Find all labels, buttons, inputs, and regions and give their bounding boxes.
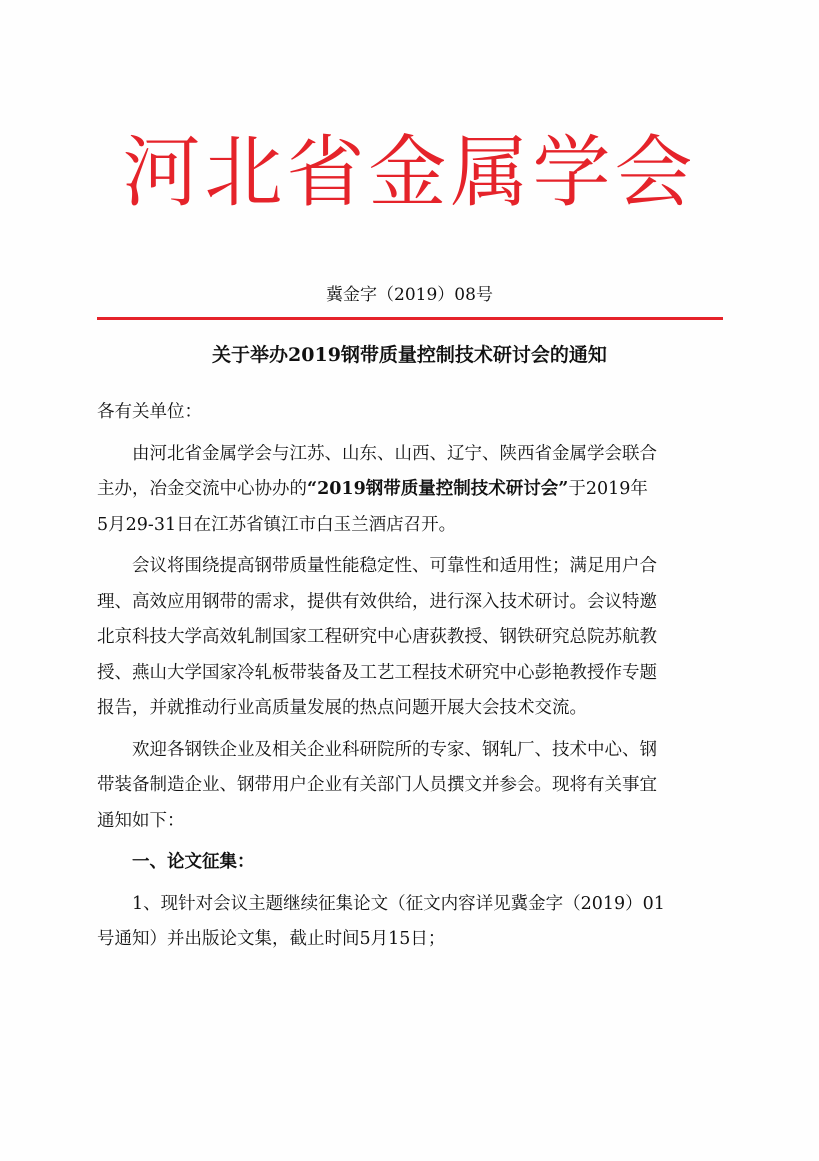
paragraph-3-line-1: 欢迎各钢铁企业及相关企业科研院所的专家、钢轧厂、技术中心、钢 (132, 739, 657, 760)
paragraph-2-line-2: 理、高效应用钢带的需求，提供有效供给，进行深入技术研讨。会议特邀 (97, 591, 657, 612)
paragraph-2 (97, 549, 725, 727)
notice-title: 关于举办2019钢带质量控制技术研讨会的通知 (212, 344, 607, 366)
paragraph-2-line-1: 会议将围绕提高钢带质量性能稳定性、可靠性和适用性；满足用户合 (132, 556, 657, 576)
conference-name: “2019钢带质量控制技术研讨会” (307, 479, 569, 499)
paragraph-1-line-2-pre: 主办，冶金交流中心协办的 (97, 479, 307, 499)
org-letterhead-title: 河北省金属学会 (122, 128, 697, 218)
section-1-item-1-line-2: 号通知）并出版论文集，截止时间5月15日； (97, 929, 446, 949)
paragraph-2-line-3: 北京科技大学高效轧制国家工程研究中心唐荻教授、钢铁研究总院苏航教 (97, 627, 657, 647)
notice-body (97, 395, 725, 964)
paragraph-2-line-5: 报告，并就推动行业高质量发展的热点问题开展大会技术交流。 (97, 698, 587, 718)
paragraph-1 (97, 437, 725, 544)
paragraph-1-line-2-post: 于2019年 (568, 479, 648, 499)
paragraph-1-line-1: 由河北省金属学会与江苏、山东、山西、辽宁、陕西省金属学会联合 (132, 443, 657, 464)
section-1-heading-text: 一、论文征集： (132, 852, 255, 872)
paragraph-1-line-2 (97, 472, 725, 508)
paragraph-2-line-4: 授、燕山大学国家冷轧板带装备及工艺工程技术研究中心彭艳教授作专题 (97, 662, 657, 683)
paragraph-3-line-2: 带装备制造企业、钢带用户企业有关部门人员撰文并参会。现将有关事宜 (97, 775, 657, 795)
document-number: 冀金字（2019）08号 (326, 285, 493, 305)
paragraph-3 (97, 733, 725, 840)
section-1-item-1-line-1: 1、现针对会议主题继续征集论文（征文内容详见冀金字（2019）01 (132, 893, 665, 914)
section-1-heading (97, 845, 725, 881)
section-1-item-1 (97, 887, 725, 958)
salutation-text: 各有关单位： (97, 402, 202, 422)
salutation (97, 395, 725, 431)
letterhead-red-rule (97, 317, 723, 320)
paragraph-1-line-3: 5月29-31日在江苏省镇江市白玉兰酒店召开。 (97, 514, 457, 535)
paragraph-3-line-3: 通知如下： (97, 810, 185, 831)
